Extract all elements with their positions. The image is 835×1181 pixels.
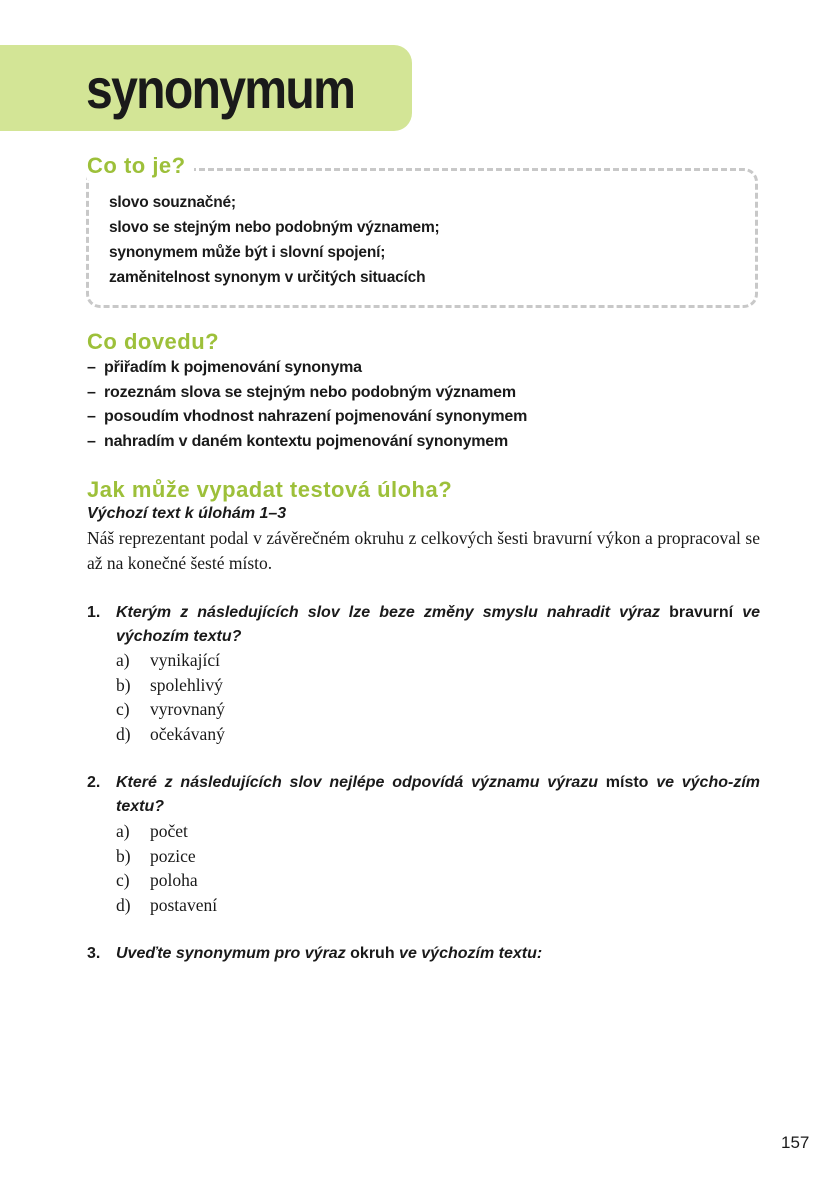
dash-bullet: – (87, 408, 96, 425)
question-2 (87, 771, 760, 819)
option-letter: d) (116, 894, 131, 915)
source-text: Náš reprezentant podal v závěrečném okruhu z celkových šesti bravurní výkon a propracoval se až na konečné šesté místo. (87, 528, 760, 573)
question-text (116, 601, 760, 649)
dash-bullet: – (87, 383, 96, 401)
question-prompt-end: ve výcho-zím textu? (116, 774, 760, 815)
skill-text: posoudím vhodnost nahrazení pojmenování synonymem (104, 408, 528, 425)
option-letter: c) (116, 870, 130, 890)
answer-option (116, 868, 217, 893)
question-3 (87, 942, 760, 966)
answer-option (116, 893, 217, 918)
heading-what: Co to je? (87, 152, 194, 180)
page-title: synonymum (86, 57, 355, 120)
answer-option (116, 819, 217, 844)
heading-task: Jak může vypadat testová úloha? (87, 476, 460, 504)
dash-bullet: – (87, 359, 96, 376)
skill-item (87, 405, 527, 430)
heading-skills: Co dovedu? (87, 328, 227, 356)
definition-line: slovo souznačné; (109, 194, 236, 211)
skill-text: nahradím v daném kontextu pojmenování synonymem (104, 432, 509, 450)
question-prompt-end: ve výchozím textu? (116, 604, 760, 645)
option-text: vyrovnaný (150, 699, 225, 719)
option-text: spolehlivý (150, 674, 223, 695)
definition-line: zaměnitelnost synonym v určitých situacích (109, 269, 426, 286)
question-keyword: okruh (350, 945, 395, 962)
page-number: 157 (781, 1133, 810, 1152)
option-letter: a) (116, 650, 130, 670)
question-text (116, 771, 760, 819)
option-text: poloha (150, 870, 198, 890)
skill-item (87, 356, 527, 381)
question-number: 1. (87, 604, 101, 621)
definition-list (109, 190, 440, 290)
option-text: postavení (150, 894, 218, 915)
answer-option (116, 648, 225, 673)
question-1-options (116, 648, 225, 746)
question-keyword: místo (605, 774, 649, 791)
option-text: očekávaný (150, 723, 225, 744)
option-letter: b) (116, 845, 131, 866)
answer-option (116, 673, 225, 698)
definition-line: slovo se stejným nebo podobným významem; (109, 219, 440, 236)
skill-item (87, 430, 527, 455)
answer-option (116, 697, 225, 722)
dash-bullet: – (87, 432, 96, 450)
option-letter: c) (116, 699, 130, 719)
option-letter: b) (116, 674, 131, 695)
question-prompt: Uveďte synonymum pro výraz (116, 945, 351, 962)
question-prompt: Kterým z následujících slov lze beze změny smyslu nahradit výraz (116, 604, 670, 621)
option-letter: d) (116, 723, 131, 744)
definition-line: synonymem může být i slovní spojení; (109, 244, 386, 261)
question-keyword: bravurní (669, 604, 734, 621)
question-number: 2. (87, 774, 101, 791)
question-2-options (116, 819, 217, 917)
answer-option (116, 722, 225, 747)
option-text: pozice (150, 845, 196, 866)
option-text: počet (150, 821, 188, 841)
skill-text: rozeznám slova se stejným nebo podobným významem (104, 383, 516, 401)
question-prompt: Které z následujících slov nejlépe odpovídá významu výrazu (116, 774, 606, 791)
question-number: 3. (87, 945, 101, 962)
skill-text: přiřadím k pojmenování synonyma (104, 359, 362, 376)
question-1 (87, 601, 760, 649)
option-text: vynikající (150, 650, 220, 670)
source-text-label: Výchozí text k úlohám 1–3 (87, 505, 287, 522)
answer-option (116, 844, 217, 869)
skills-list (87, 356, 527, 454)
skill-item (87, 381, 527, 406)
question-text (116, 942, 760, 966)
option-letter: a) (116, 821, 130, 841)
question-prompt-end: ve výchozím textu: (394, 945, 543, 962)
